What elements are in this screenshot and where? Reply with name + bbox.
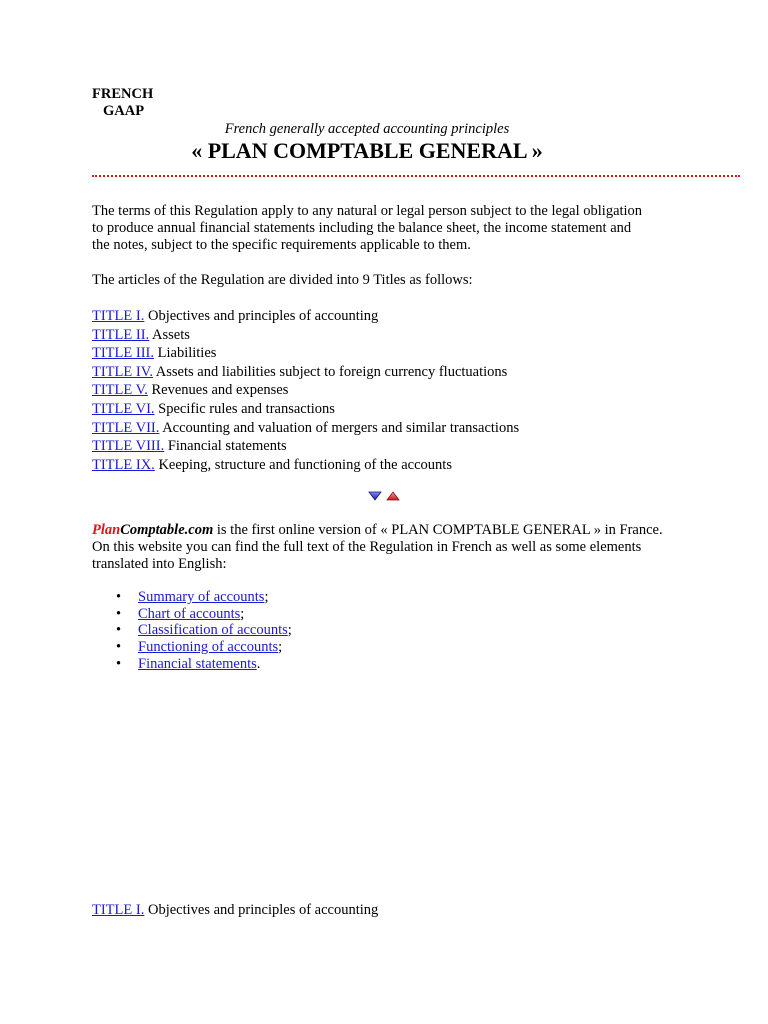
links-list [92, 589, 742, 673]
arrow-down-icon[interactable] [368, 489, 382, 499]
dotted-divider [92, 175, 740, 177]
title-item [92, 344, 742, 363]
page-subtitle: French generally accepted accounting principles [224, 121, 510, 137]
title-text: Assets [152, 326, 190, 343]
site-paragraph [92, 522, 672, 573]
title-item [92, 363, 742, 382]
list-item [116, 639, 742, 656]
brand-line-2: GAAP [103, 103, 145, 119]
articles-intro: The articles of the Regulation are divided into 9 Titles as follows: [92, 272, 473, 288]
title-link[interactable]: TITLE I. [92, 308, 145, 324]
brand-block [92, 86, 742, 120]
list-item [116, 622, 742, 639]
title-text: Keeping, structure and functioning of the accounts [158, 456, 452, 473]
link-suffix: . [256, 656, 261, 673]
title-item [92, 456, 742, 475]
title-link[interactable]: TITLE II. [92, 326, 150, 343]
bullet-icon: • [116, 605, 122, 622]
brand-plan: Plan [92, 521, 121, 538]
financial-statements-link[interactable]: Financial statements [138, 656, 257, 673]
title-link[interactable]: TITLE VI. [92, 400, 155, 417]
arrow-up-icon[interactable] [386, 489, 400, 499]
title-item [92, 307, 742, 326]
title-item [92, 381, 742, 400]
site-text: is the first online version of « PLAN COMPTABLE GENERAL » in France. On this website you can find the full text of the Regulation in French as well as some elements translated into English: [92, 521, 663, 572]
classification-of-accounts-link[interactable]: Classification of accounts [138, 622, 288, 639]
page-title: « PLAN COMPTABLE GENERAL » [191, 138, 543, 163]
bullet-icon: • [116, 622, 122, 639]
document-page [92, 86, 742, 673]
title-item [92, 400, 742, 419]
list-item [116, 588, 742, 606]
title-item [92, 437, 742, 456]
link-suffix: ; [287, 622, 292, 639]
link-suffix: ; [264, 588, 269, 605]
title-link[interactable]: TITLE VII. [92, 419, 160, 436]
title-item [92, 419, 742, 438]
titles-list [92, 307, 742, 474]
nav-arrows [92, 489, 742, 503]
title-link[interactable]: TITLE VIII. [92, 438, 165, 455]
title-text: Liabilities [157, 345, 217, 362]
title-text: Accounting and valuation of mergers and similar transactions [162, 419, 520, 436]
title-text: Financial statements [167, 438, 287, 455]
footer-title-text: Objectives and principles of accounting [147, 902, 379, 918]
bullet-icon: • [116, 588, 122, 605]
bullet-icon: • [116, 639, 122, 656]
link-suffix: ; [278, 639, 283, 656]
section-heading-title-1 [92, 902, 378, 919]
brand-line-1: FRENCH [92, 86, 154, 102]
footer-title-link[interactable]: TITLE I. [92, 902, 145, 918]
bullet-icon: • [116, 656, 122, 673]
brand-rest: Comptable.com [120, 521, 214, 538]
title-item [92, 326, 742, 345]
link-suffix: ; [240, 605, 245, 622]
chart-of-accounts-link[interactable]: Chart of accounts [138, 605, 241, 622]
title-link[interactable]: TITLE III. [92, 345, 154, 362]
title-text: Objectives and principles of accounting [147, 308, 379, 324]
title-text: Specific rules and transactions [158, 400, 335, 417]
intro-paragraph: The terms of this Regulation apply to any natural or legal person subject to the legal obligation to produce annual financial statements including the balance sheet, the income statement and the notes, subject to the specific requirements applicable to them. [92, 203, 643, 253]
title-text: Revenues and expenses [151, 382, 289, 399]
functioning-of-accounts-link[interactable]: Functioning of accounts [138, 639, 279, 656]
title-text: Assets and liabilities subject to foreign currency fluctuations [155, 363, 508, 380]
list-item [116, 656, 742, 673]
title-link[interactable]: TITLE IX. [92, 456, 155, 473]
title-link[interactable]: TITLE IV. [92, 363, 153, 380]
title-link[interactable]: TITLE V. [92, 382, 148, 399]
summary-of-accounts-link[interactable]: Summary of accounts [138, 588, 265, 605]
list-item [116, 605, 742, 623]
